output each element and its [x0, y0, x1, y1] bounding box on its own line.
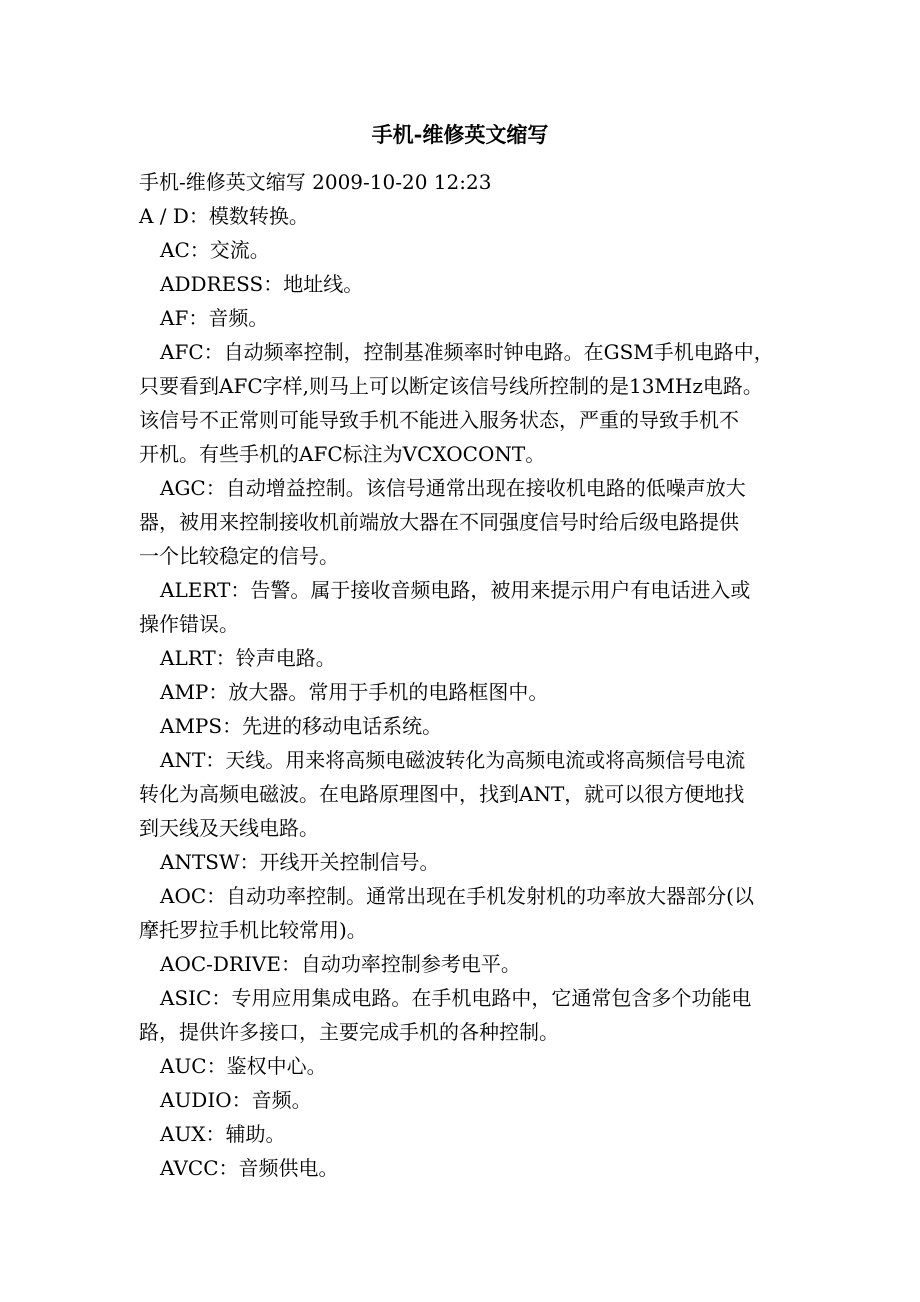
entry-line: A / D：模数转换。 [139, 204, 309, 228]
entry-line: AF：音频。 [160, 306, 269, 330]
entry-line: AGC：自动增益控制。该信号通常出现在接收机电路的低噪声放大 [160, 476, 746, 500]
entry-line: AMP：放大器。常用于手机的电路框图中。 [160, 680, 549, 704]
glossary-entry [139, 1151, 791, 1185]
entry-line: ASIC：专用应用集成电路。在手机电路中，它通常包含多个功能电 [160, 986, 752, 1010]
entry-line: ANTSW：开线开关控制信号。 [160, 850, 440, 874]
glossary-entry [139, 1049, 791, 1083]
glossary-entry [139, 267, 791, 301]
glossary-list [139, 199, 791, 1185]
entry-line: AOC-DRIVE：自动功率控制参考电平。 [160, 952, 521, 976]
document-body [139, 165, 791, 1185]
entry-line: 一个比较稳定的信号。 [139, 544, 339, 568]
glossary-entry [139, 1117, 791, 1151]
glossary-entry [139, 743, 791, 845]
glossary-entry [139, 301, 791, 335]
glossary-entry [139, 981, 791, 1049]
header-line: 手机-维修英文缩写 2009-10-20 12:23 [139, 170, 492, 194]
glossary-entry [139, 879, 791, 947]
glossary-entry [139, 947, 791, 981]
glossary-entry [139, 1083, 791, 1117]
entry-line: 操作错误。 [139, 612, 239, 636]
entry-line: ANT：天线。用来将高频电磁波转化为高频电流或将高频信号电流 [160, 748, 746, 772]
entry-line: AUDIO：音频。 [160, 1088, 312, 1112]
entry-line: AC：交流。 [160, 238, 270, 262]
entry-line: 路，提供许多接口，主要完成手机的各种控制。 [139, 1020, 559, 1044]
entry-line: 摩托罗拉手机比较常用)。 [139, 918, 367, 942]
glossary-entry [139, 471, 791, 573]
entry-line: 只要看到AFC字样,则马上可以断定该信号线所控制的是13MHz电路。 [139, 374, 763, 398]
entry-line: AMPS：先进的移动电话系统。 [160, 714, 443, 738]
entry-line: AFC：自动频率控制，控制基准频率时钟电路。在GSM手机电路中， [160, 340, 774, 364]
glossary-entry [139, 233, 791, 267]
entry-line: AVCC：音频供电。 [160, 1156, 339, 1180]
glossary-entry [139, 845, 791, 879]
glossary-entry [139, 573, 791, 641]
entry-line: ALRT：铃声电路。 [160, 646, 336, 670]
entry-line: 开机。有些手机的AFC标注为VCXOCONT。 [139, 442, 546, 466]
glossary-entry [139, 335, 791, 471]
entry-line: ADDRESS：地址线。 [160, 272, 364, 296]
entry-line: AOC：自动功率控制。通常出现在手机发射机的功率放大器部分(以 [160, 884, 754, 908]
glossary-entry [139, 641, 791, 675]
glossary-entry [139, 675, 791, 709]
entry-line: 到天线及天线电路。 [139, 816, 319, 840]
entry-line: ALERT：告警。属于接收音频电路，被用来提示用户有电话进入或 [160, 578, 751, 602]
entry-line: 该信号不正常则可能导致手机不能进入服务状态，严重的导致手机不 [139, 408, 739, 432]
document-title: 手机-维修英文缩写 [371, 122, 549, 147]
entry-line: 器，被用来控制接收机前端放大器在不同强度信号时给后级电路提供 [139, 510, 739, 534]
entry-line: 转化为高频电磁波。在电路原理图中，找到ANT，就可以很方便地找 [139, 782, 745, 806]
entry-line: AUC：鉴权中心。 [160, 1054, 327, 1078]
entry-line: AUX：辅助。 [160, 1122, 286, 1146]
glossary-entry [139, 709, 791, 743]
glossary-entry [139, 199, 791, 233]
